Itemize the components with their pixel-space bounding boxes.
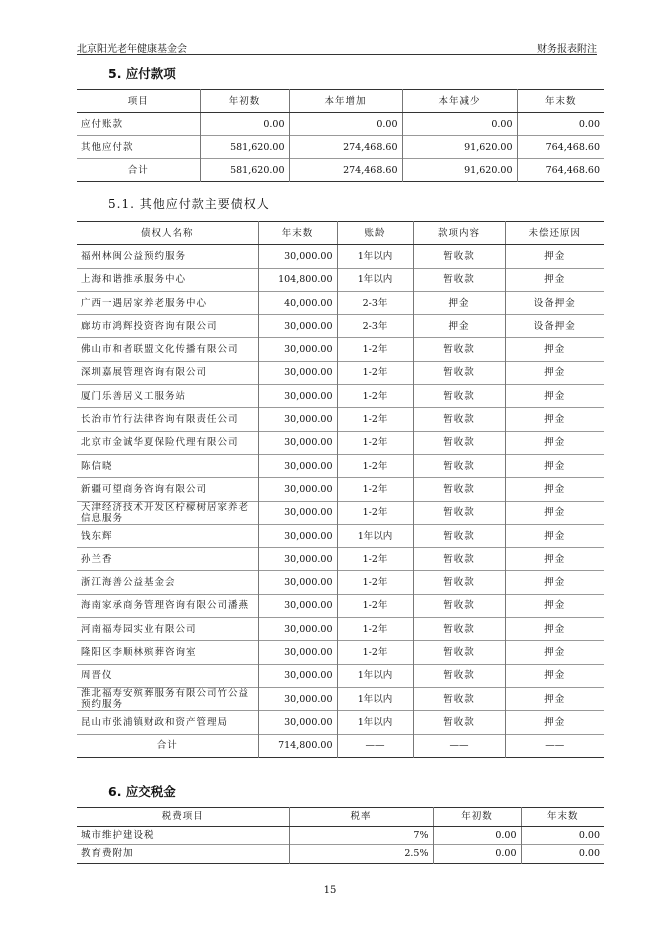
col-header: 未偿还原因	[505, 222, 604, 245]
col-header: 年末数	[517, 90, 604, 113]
cell: 30,000.00	[258, 641, 337, 664]
cell: 暂收款	[413, 548, 505, 571]
cell: 暂收款	[413, 454, 505, 477]
cell: 押金	[505, 245, 604, 268]
cell: 1年以内	[337, 268, 413, 291]
cell: 30,000.00	[258, 501, 337, 524]
creditor-name: 佛山市和者联盟文化传播有限公司	[77, 338, 258, 361]
creditor-name: 陈信晓	[77, 454, 258, 477]
cell: 押金	[505, 687, 604, 710]
table-row	[77, 268, 604, 291]
cell: 暂收款	[413, 524, 505, 547]
cell: 30,000.00	[258, 385, 337, 408]
creditor-name: 周晋仪	[77, 664, 258, 687]
cell: 押金	[505, 454, 604, 477]
table-row	[77, 548, 604, 571]
cell: 暂收款	[413, 664, 505, 687]
cell: 押金	[413, 291, 505, 314]
cell: 押金	[505, 408, 604, 431]
cell: 30,000.00	[258, 711, 337, 734]
col-header: 项目	[77, 90, 200, 113]
table-row	[77, 478, 604, 501]
cell: 1-2年	[337, 594, 413, 617]
creditor-name: 隆阳区李顺林殡葬咨询室	[77, 641, 258, 664]
cell: 581,620.00	[200, 159, 289, 182]
tax-table	[77, 807, 604, 864]
section-5-title: 5. 应付款项	[108, 66, 176, 81]
cell: 1-2年	[337, 408, 413, 431]
creditor-name: 淮北福寿安殡葬服务有限公司竹公益预约服务	[77, 687, 258, 710]
cell: 30,000.00	[258, 571, 337, 594]
table-row	[77, 431, 604, 454]
cell: 274,468.60	[289, 136, 402, 159]
table-row	[77, 664, 604, 687]
cell: 押金	[505, 361, 604, 384]
table-row	[77, 315, 604, 338]
creditor-name: 河南福寿园实业有限公司	[77, 618, 258, 641]
col-header: 本年增加	[289, 90, 402, 113]
cell: 押金	[505, 478, 604, 501]
cell: 1-2年	[337, 548, 413, 571]
table-header-row	[77, 222, 604, 245]
col-header: 账龄	[337, 222, 413, 245]
cell: 1年以内	[337, 524, 413, 547]
cell: 2.5%	[289, 845, 433, 864]
cell: 1-2年	[337, 478, 413, 501]
cell: 暂收款	[413, 687, 505, 710]
cell: 押金	[505, 571, 604, 594]
cell: 暂收款	[413, 268, 505, 291]
cell: 1-2年	[337, 501, 413, 524]
cell: 暂收款	[413, 408, 505, 431]
table-row	[77, 113, 604, 136]
cell: 押金	[505, 711, 604, 734]
cell: 30,000.00	[258, 454, 337, 477]
cell: 应付账款	[77, 113, 200, 136]
cell: 0.00	[517, 113, 604, 136]
page-number: 15	[323, 885, 337, 896]
cell: 30,000.00	[258, 361, 337, 384]
cell: 1年以内	[337, 687, 413, 710]
cell: 1年以内	[337, 664, 413, 687]
table-header-row	[77, 808, 604, 827]
table-row	[77, 845, 604, 864]
cell: 0.00	[433, 826, 521, 845]
cell: 押金	[505, 338, 604, 361]
cell: 暂收款	[413, 245, 505, 268]
cell: 40,000.00	[258, 291, 337, 314]
cell: 274,468.60	[289, 159, 402, 182]
cell: 暂收款	[413, 571, 505, 594]
cell: 0.00	[521, 826, 604, 845]
table-row	[77, 641, 604, 664]
cell: 30,000.00	[258, 478, 337, 501]
cell: 押金	[505, 268, 604, 291]
cell: 30,000.00	[258, 524, 337, 547]
cell: 2-3年	[337, 291, 413, 314]
cell: 押金	[505, 501, 604, 524]
table-total-row	[77, 734, 604, 757]
creditor-name: 厦门乐善居义工服务站	[77, 385, 258, 408]
cell: 暂收款	[413, 431, 505, 454]
cell: 其他应付款	[77, 136, 200, 159]
cell: 设备押金	[505, 291, 604, 314]
cell: 30,000.00	[258, 664, 337, 687]
payables-table	[77, 89, 604, 182]
cell: 30,000.00	[258, 338, 337, 361]
creditor-name: 长治市竹行法律咨询有限责任公司	[77, 408, 258, 431]
cell: 暂收款	[413, 711, 505, 734]
cell: 1-2年	[337, 571, 413, 594]
creditor-name: 福州林闽公益预约服务	[77, 245, 258, 268]
cell: 30,000.00	[258, 408, 337, 431]
table-row	[77, 826, 604, 845]
cell: 30,000.00	[258, 245, 337, 268]
cell: 0.00	[289, 113, 402, 136]
col-header: 款项内容	[413, 222, 505, 245]
cell: 764,468.60	[517, 159, 604, 182]
table-row	[77, 136, 604, 159]
cell: 押金	[505, 385, 604, 408]
cell: 1-2年	[337, 338, 413, 361]
creditor-name: 天津经济技术开发区柠檬树居家养老信息服务	[77, 501, 258, 524]
cell: 暂收款	[413, 338, 505, 361]
table-total-row	[77, 159, 604, 182]
table-row	[77, 385, 604, 408]
cell: 暂收款	[413, 641, 505, 664]
header-doc-title: 财务报表附注	[537, 44, 597, 55]
cell: 1-2年	[337, 454, 413, 477]
creditor-name: 钱东辉	[77, 524, 258, 547]
cell: 城市维护建设税	[77, 826, 289, 845]
table-row	[77, 291, 604, 314]
cell: 押金	[505, 594, 604, 617]
cell: 30,000.00	[258, 548, 337, 571]
cell: 押金	[505, 664, 604, 687]
cell: 设备押金	[505, 315, 604, 338]
cell: 30,000.00	[258, 687, 337, 710]
cell: 暂收款	[413, 594, 505, 617]
creditor-name: 孙兰香	[77, 548, 258, 571]
cell: 0.00	[402, 113, 517, 136]
table-header-row	[77, 90, 604, 113]
table-row	[77, 594, 604, 617]
table-row	[77, 361, 604, 384]
creditor-name: 深圳嘉展管理咨询有限公司	[77, 361, 258, 384]
cell: 1-2年	[337, 641, 413, 664]
table-row	[77, 571, 604, 594]
table-row	[77, 338, 604, 361]
cell: 暂收款	[413, 478, 505, 501]
cell: 30,000.00	[258, 431, 337, 454]
cell: 0.00	[433, 845, 521, 864]
cell: 1年以内	[337, 245, 413, 268]
table-row	[77, 408, 604, 431]
cell: 0.00	[200, 113, 289, 136]
table-row	[77, 618, 604, 641]
cell: ——	[337, 734, 413, 757]
section-6-title: 6. 应交税金	[108, 784, 176, 799]
table-row	[77, 501, 604, 524]
cell: 2-3年	[337, 315, 413, 338]
table-row	[77, 245, 604, 268]
cell: 押金	[505, 641, 604, 664]
col-header: 税费项目	[77, 808, 289, 827]
cell: 30,000.00	[258, 618, 337, 641]
creditor-name: 广西一遇居家养老服务中心	[77, 291, 258, 314]
cell: 30,000.00	[258, 594, 337, 617]
cell: 押金	[413, 315, 505, 338]
col-header: 年末数	[258, 222, 337, 245]
cell: ——	[413, 734, 505, 757]
cell: ——	[505, 734, 604, 757]
col-header: 本年减少	[402, 90, 517, 113]
cell: 1-2年	[337, 618, 413, 641]
cell: 7%	[289, 826, 433, 845]
creditor-name: 上海和谐推承服务中心	[77, 268, 258, 291]
cell: 91,620.00	[402, 136, 517, 159]
col-header: 税率	[289, 808, 433, 827]
cell: 押金	[505, 524, 604, 547]
creditor-name: 廊坊市鸿辉投资咨询有限公司	[77, 315, 258, 338]
creditor-name: 新疆可望商务咨询有限公司	[77, 478, 258, 501]
cell: 91,620.00	[402, 159, 517, 182]
creditor-name: 北京市金诚华夏保险代理有限公司	[77, 431, 258, 454]
cell: 暂收款	[413, 385, 505, 408]
cell: 暂收款	[413, 361, 505, 384]
header-org: 北京阳光老年健康基金会	[77, 44, 187, 55]
col-header: 年初数	[433, 808, 521, 827]
creditor-name: 浙江海善公益基金会	[77, 571, 258, 594]
table-row	[77, 687, 604, 710]
creditor-name: 昆山市张浦镇财政和资产管理局	[77, 711, 258, 734]
cell: 104,800.00	[258, 268, 337, 291]
col-header: 年末数	[521, 808, 604, 827]
table-row	[77, 711, 604, 734]
cell: 暂收款	[413, 618, 505, 641]
table-row	[77, 524, 604, 547]
creditor-name: 海南家承商务管理咨询有限公司潘燕	[77, 594, 258, 617]
cell: 0.00	[521, 845, 604, 864]
col-header: 年初数	[200, 90, 289, 113]
cell: 合计	[77, 159, 200, 182]
page-header	[77, 38, 597, 55]
cell: 教育费附加	[77, 845, 289, 864]
cell: 1年以内	[337, 711, 413, 734]
cell: 581,620.00	[200, 136, 289, 159]
col-header: 债权人名称	[77, 222, 258, 245]
cell: 1-2年	[337, 431, 413, 454]
creditors-table	[77, 221, 604, 758]
cell: 暂收款	[413, 501, 505, 524]
cell: 714,800.00	[258, 734, 337, 757]
table-row	[77, 454, 604, 477]
cell: 1-2年	[337, 385, 413, 408]
cell: 30,000.00	[258, 315, 337, 338]
section-5-1-title: 5.1. 其他应付款主要债权人	[108, 197, 270, 211]
cell: 押金	[505, 431, 604, 454]
cell: 764,468.60	[517, 136, 604, 159]
cell: 合计	[77, 734, 258, 757]
cell: 1-2年	[337, 361, 413, 384]
cell: 押金	[505, 618, 604, 641]
cell: 押金	[505, 548, 604, 571]
